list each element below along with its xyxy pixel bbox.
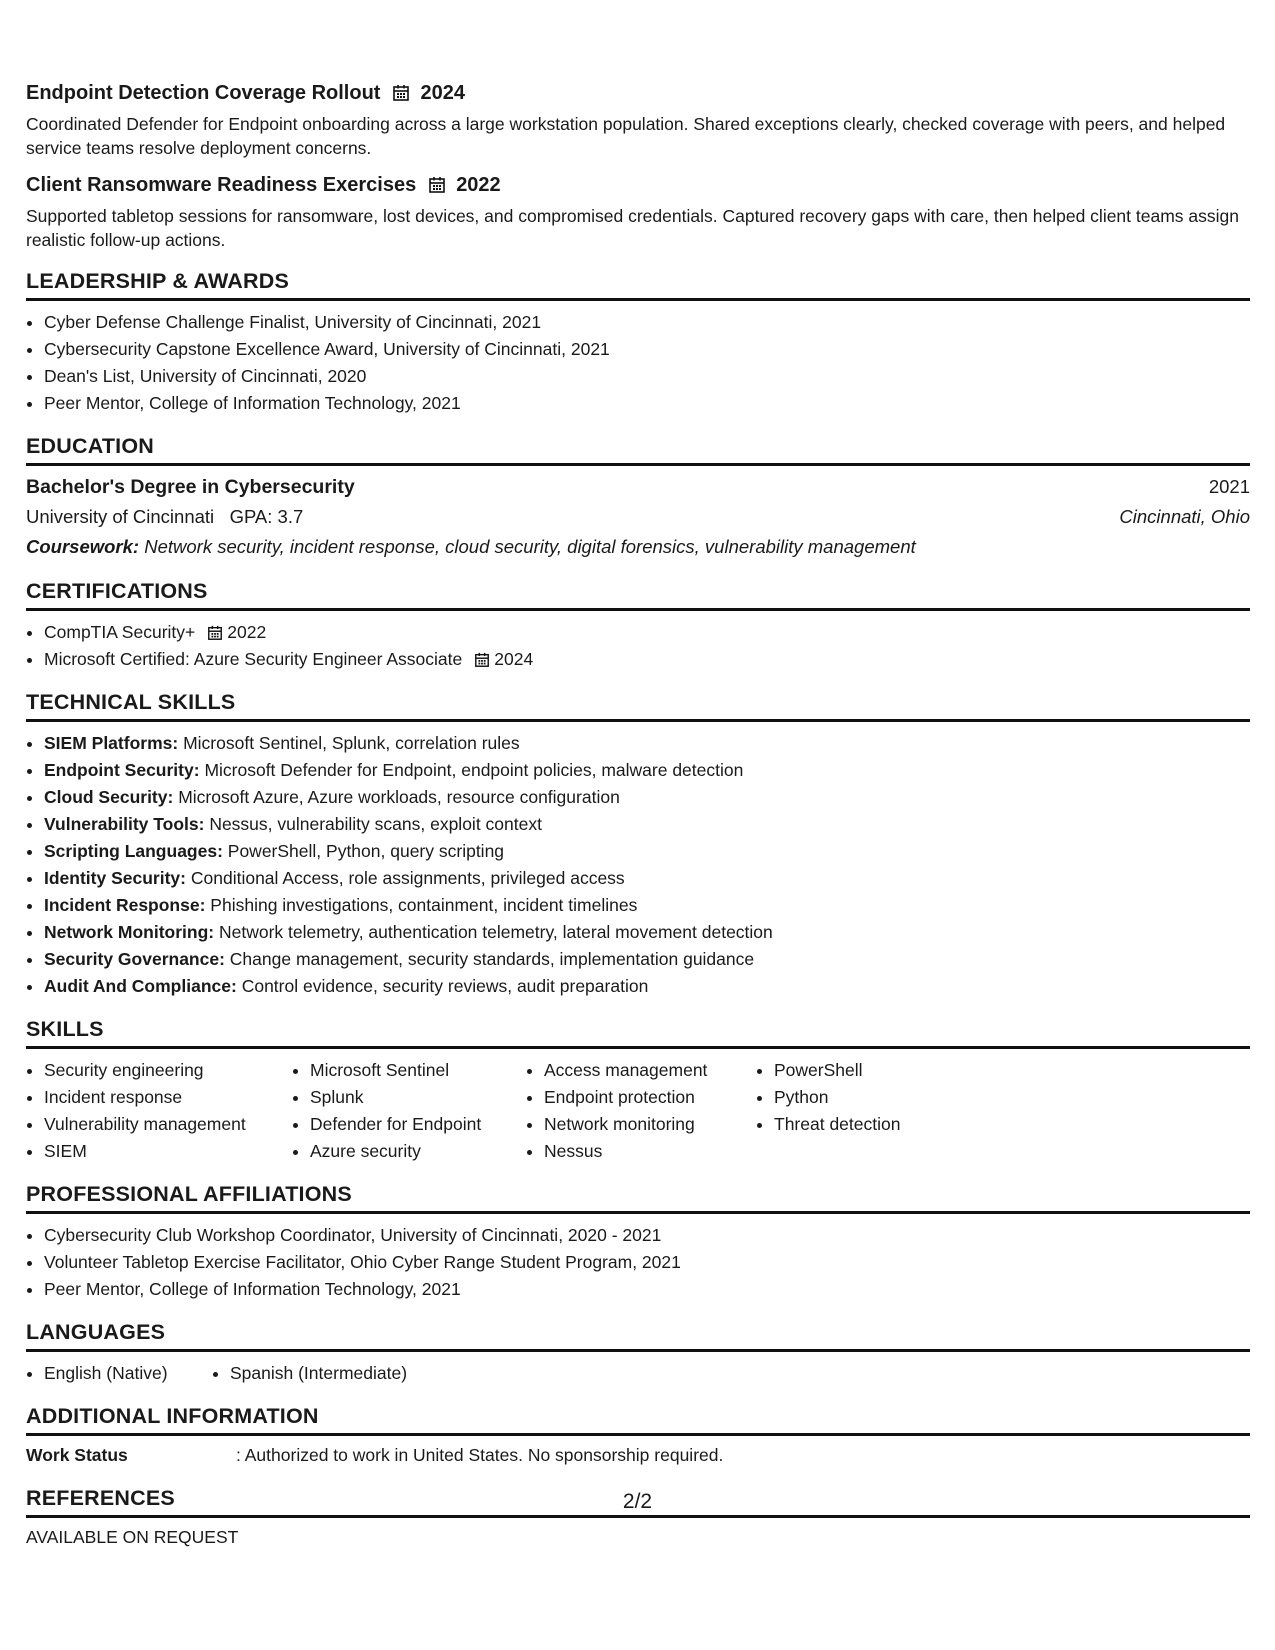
skill-category: Network Monitoring:	[44, 922, 215, 942]
list-item: • Dean's List, University of Cincinnati, 2020	[44, 363, 1250, 390]
skill-values: Microsoft Sentinel, Splunk, correlation rules	[183, 733, 520, 753]
project-entry	[26, 170, 1250, 252]
school-info	[26, 502, 303, 532]
list-item: • Azure security	[310, 1138, 526, 1165]
project-entry	[26, 78, 1250, 160]
coursework-label: Coursework:	[26, 536, 140, 557]
calendar-icon	[392, 84, 410, 102]
section-title: LEADERSHIP & AWARDS	[26, 268, 1250, 301]
list-item	[44, 811, 1250, 838]
project-title: Endpoint Detection Coverage Rollout	[26, 81, 381, 104]
list-item: • Peer Mentor, College of Information Technology, 2021	[44, 390, 1250, 417]
list-item: • English (Native)	[44, 1360, 212, 1387]
list-item	[44, 619, 1250, 646]
skills-columns	[26, 1057, 1250, 1165]
list-item: • Cyber Defense Challenge Finalist, University of Cincinnati, 2021	[44, 309, 1250, 336]
list-item: • Spanish (Intermediate)	[230, 1360, 407, 1387]
section-title: REFERENCES	[26, 1485, 1250, 1518]
skill-values: Control evidence, security reviews, audit preparation	[241, 976, 649, 996]
list-item: • Python	[774, 1084, 974, 1111]
languages-column	[212, 1360, 407, 1387]
list-item: • Peer Mentor, College of Information Technology, 2021	[44, 1276, 1250, 1303]
coursework	[26, 532, 1250, 562]
section-title: ADDITIONAL INFORMATION	[26, 1403, 1250, 1436]
list-item: • Splunk	[310, 1084, 526, 1111]
list-item: • Vulnerability management	[44, 1111, 292, 1138]
page-number: 2/2	[622, 1490, 653, 1513]
list-item: • Microsoft Sentinel	[310, 1057, 526, 1084]
skills-column	[756, 1057, 974, 1165]
skills-column	[26, 1057, 292, 1165]
certification-year: 2022	[227, 622, 267, 642]
work-status-value: : Authorized to work in United States. No sponsorship required.	[236, 1445, 724, 1465]
project-title-row	[26, 170, 1250, 200]
section-certifications	[26, 578, 1250, 673]
degree-name: Bachelor's Degree in Cybersecurity	[26, 476, 355, 498]
school-name: University of Cincinnati	[26, 506, 215, 527]
list-item: • Security engineering	[44, 1057, 292, 1084]
gpa: GPA: 3.7	[229, 506, 304, 527]
certifications-list	[26, 619, 1250, 673]
section-title: LANGUAGES	[26, 1319, 1250, 1352]
project-year: 2024	[420, 81, 465, 104]
languages-row	[26, 1360, 1250, 1387]
list-item: • SIEM	[44, 1138, 292, 1165]
list-item	[44, 892, 1250, 919]
skills-column	[292, 1057, 526, 1165]
skill-category: Incident Response:	[44, 895, 206, 915]
list-item: • Network monitoring	[544, 1111, 756, 1138]
resume-page	[26, 78, 1250, 1551]
section-skills	[26, 1016, 1250, 1165]
project-description: Supported tabletop sessions for ransomware, lost devices, and compromised credentials. Captured recovery gaps with care, then helped client teams assign realistic follow-up actions.	[26, 206, 1239, 250]
section-languages	[26, 1319, 1250, 1387]
list-item	[44, 757, 1250, 784]
list-item: • Nessus	[544, 1138, 756, 1165]
skill-category: Audit And Compliance:	[44, 976, 237, 996]
list-item: • Threat detection	[774, 1111, 974, 1138]
skill-values: PowerShell, Python, query scripting	[227, 841, 505, 861]
list-item	[44, 646, 1250, 673]
skills-column	[526, 1057, 756, 1165]
list-item: • Volunteer Tabletop Exercise Facilitator, Ohio Cyber Range Student Program, 2021	[44, 1249, 1250, 1276]
skill-category: Identity Security:	[44, 868, 186, 888]
list-item	[44, 730, 1250, 757]
section-technical-skills	[26, 689, 1250, 1000]
skill-category: Endpoint Security:	[44, 760, 200, 780]
section-title: SKILLS	[26, 1016, 1250, 1049]
skill-category: Cloud Security:	[44, 787, 174, 807]
list-item	[44, 838, 1250, 865]
skill-values: Microsoft Azure, Azure workloads, resource configuration	[178, 787, 620, 807]
calendar-icon	[207, 625, 223, 641]
skill-values: Phishing investigations, containment, incident timelines	[210, 895, 638, 915]
project-year: 2022	[456, 173, 501, 196]
project-description: Coordinated Defender for Endpoint onboarding across a large workstation population. Shared exceptions clearly, checked coverage with peers, and helped service teams resolve deployment concerns.	[26, 114, 1226, 158]
list-item: • Cybersecurity Club Workshop Coordinator, University of Cincinnati, 2020 - 2021	[44, 1222, 1250, 1249]
languages-column	[26, 1360, 212, 1387]
list-item	[44, 919, 1250, 946]
list-item	[44, 784, 1250, 811]
work-status-label: Work Status	[26, 1445, 128, 1465]
section-title: PROFESSIONAL AFFILIATIONS	[26, 1181, 1250, 1214]
section-education	[26, 433, 1250, 562]
work-status-row	[26, 1442, 1250, 1469]
section-title: EDUCATION	[26, 433, 1250, 466]
calendar-icon	[474, 652, 490, 668]
section-affiliations	[26, 1181, 1250, 1303]
list-item: • Endpoint protection	[544, 1084, 756, 1111]
section-additional-information	[26, 1403, 1250, 1469]
education-school-row	[26, 502, 1250, 532]
project-title: Client Ransomware Readiness Exercises	[26, 173, 417, 196]
list-item	[44, 946, 1250, 973]
skill-category: SIEM Platforms:	[44, 733, 179, 753]
list-item: • PowerShell	[774, 1057, 974, 1084]
school-location: Cincinnati, Ohio	[1119, 506, 1250, 527]
list-item: • Cybersecurity Capstone Excellence Award, University of Cincinnati, 2021	[44, 336, 1250, 363]
graduation-year: 2021	[1208, 476, 1250, 497]
skill-values: Change management, security standards, implementation guidance	[229, 949, 755, 969]
skill-values: Conditional Access, role assignments, privileged access	[190, 868, 625, 888]
list-item: • Access management	[544, 1057, 756, 1084]
calendar-icon	[428, 176, 446, 194]
certification-name: • Microsoft Certified: Azure Security Engineer Associate	[44, 649, 463, 669]
skill-category: Scripting Languages:	[44, 841, 223, 861]
list-item	[44, 865, 1250, 892]
certification-name: • CompTIA Security+	[44, 622, 196, 642]
list-item: • Incident response	[44, 1084, 292, 1111]
coursework-text: Network security, incident response, cloud security, digital forensics, vulnerability management	[144, 536, 916, 557]
affiliations-list	[26, 1222, 1250, 1303]
skill-values: Microsoft Defender for Endpoint, endpoint policies, malware detection	[204, 760, 744, 780]
skill-values: Nessus, vulnerability scans, exploit context	[209, 814, 542, 834]
technical-skills-list	[26, 730, 1250, 1000]
section-leadership	[26, 268, 1250, 417]
leadership-list	[26, 309, 1250, 417]
section-title: CERTIFICATIONS	[26, 578, 1250, 611]
certification-year: 2024	[494, 649, 534, 669]
skill-category: Security Governance:	[44, 949, 225, 969]
skill-values: Network telemetry, authentication telemetry, lateral movement detection	[219, 922, 773, 942]
list-item	[44, 973, 1250, 1000]
project-title-row	[26, 78, 1250, 108]
skill-category: Vulnerability Tools:	[44, 814, 205, 834]
list-item: • Defender for Endpoint	[310, 1111, 526, 1138]
references-text: AVAILABLE ON REQUEST	[26, 1527, 239, 1547]
education-degree-row	[26, 472, 1250, 502]
section-title: TECHNICAL SKILLS	[26, 689, 1250, 722]
